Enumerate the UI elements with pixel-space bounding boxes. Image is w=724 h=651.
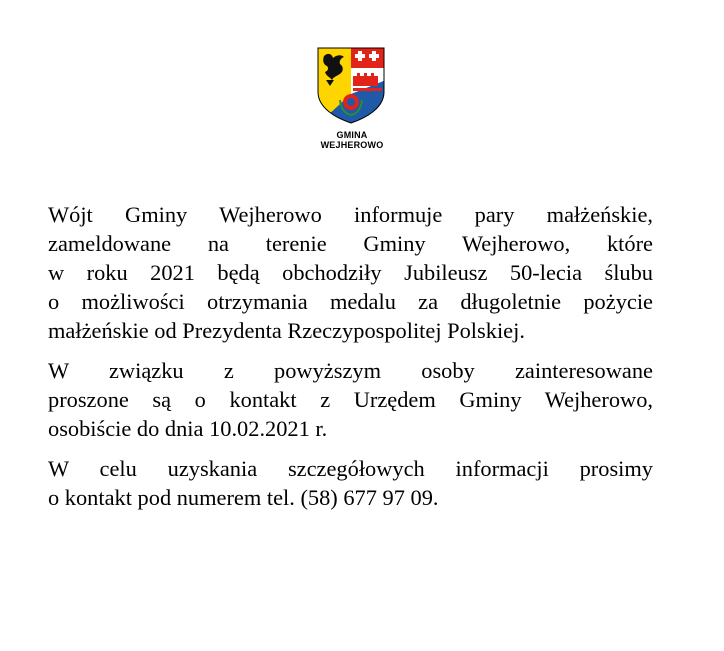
logo-caption: [314, 130, 390, 150]
text-line: W celu uzyskania szczegółowych informacji prosimy: [48, 456, 653, 481]
text-line: zameldowane na terenie Gminy Wejherowo, które: [48, 231, 653, 256]
logo-line-gmina: GMINA: [336, 130, 368, 140]
text-line: małżeńskie od Prezydenta Rzeczypospolitej Polskiej.: [48, 318, 525, 343]
text-line: W związku z powyższym osoby zainteresowane: [48, 358, 653, 383]
logo-line-wejherowo: WEJHEROWO: [320, 140, 384, 150]
text-line: osobiście do dnia 10.02.2021 r.: [48, 416, 328, 441]
text-line: Wójt Gminy Wejherowo informuje pary małżeńskie,: [48, 202, 653, 227]
paragraph-contact-deadline: [48, 356, 653, 443]
text-line: w roku 2021 będą obchodziły Jubileusz 50-lecia ślubu: [48, 260, 653, 285]
paragraph-phone: [48, 454, 653, 512]
text-line: o kontakt pod numerem tel. (58) 677 97 09.: [48, 485, 439, 510]
coat-of-arms-icon: [316, 46, 386, 124]
paragraph-jubilee: [48, 200, 653, 345]
text-line: proszone są o kontakt z Urzędem Gminy Wejherowo,: [48, 387, 653, 412]
announcement-body: [48, 200, 653, 523]
text-line: o możliwości otrzymania medalu za długoletnie pożycie: [48, 289, 653, 314]
gmina-wejherowo-logo: [314, 46, 414, 150]
